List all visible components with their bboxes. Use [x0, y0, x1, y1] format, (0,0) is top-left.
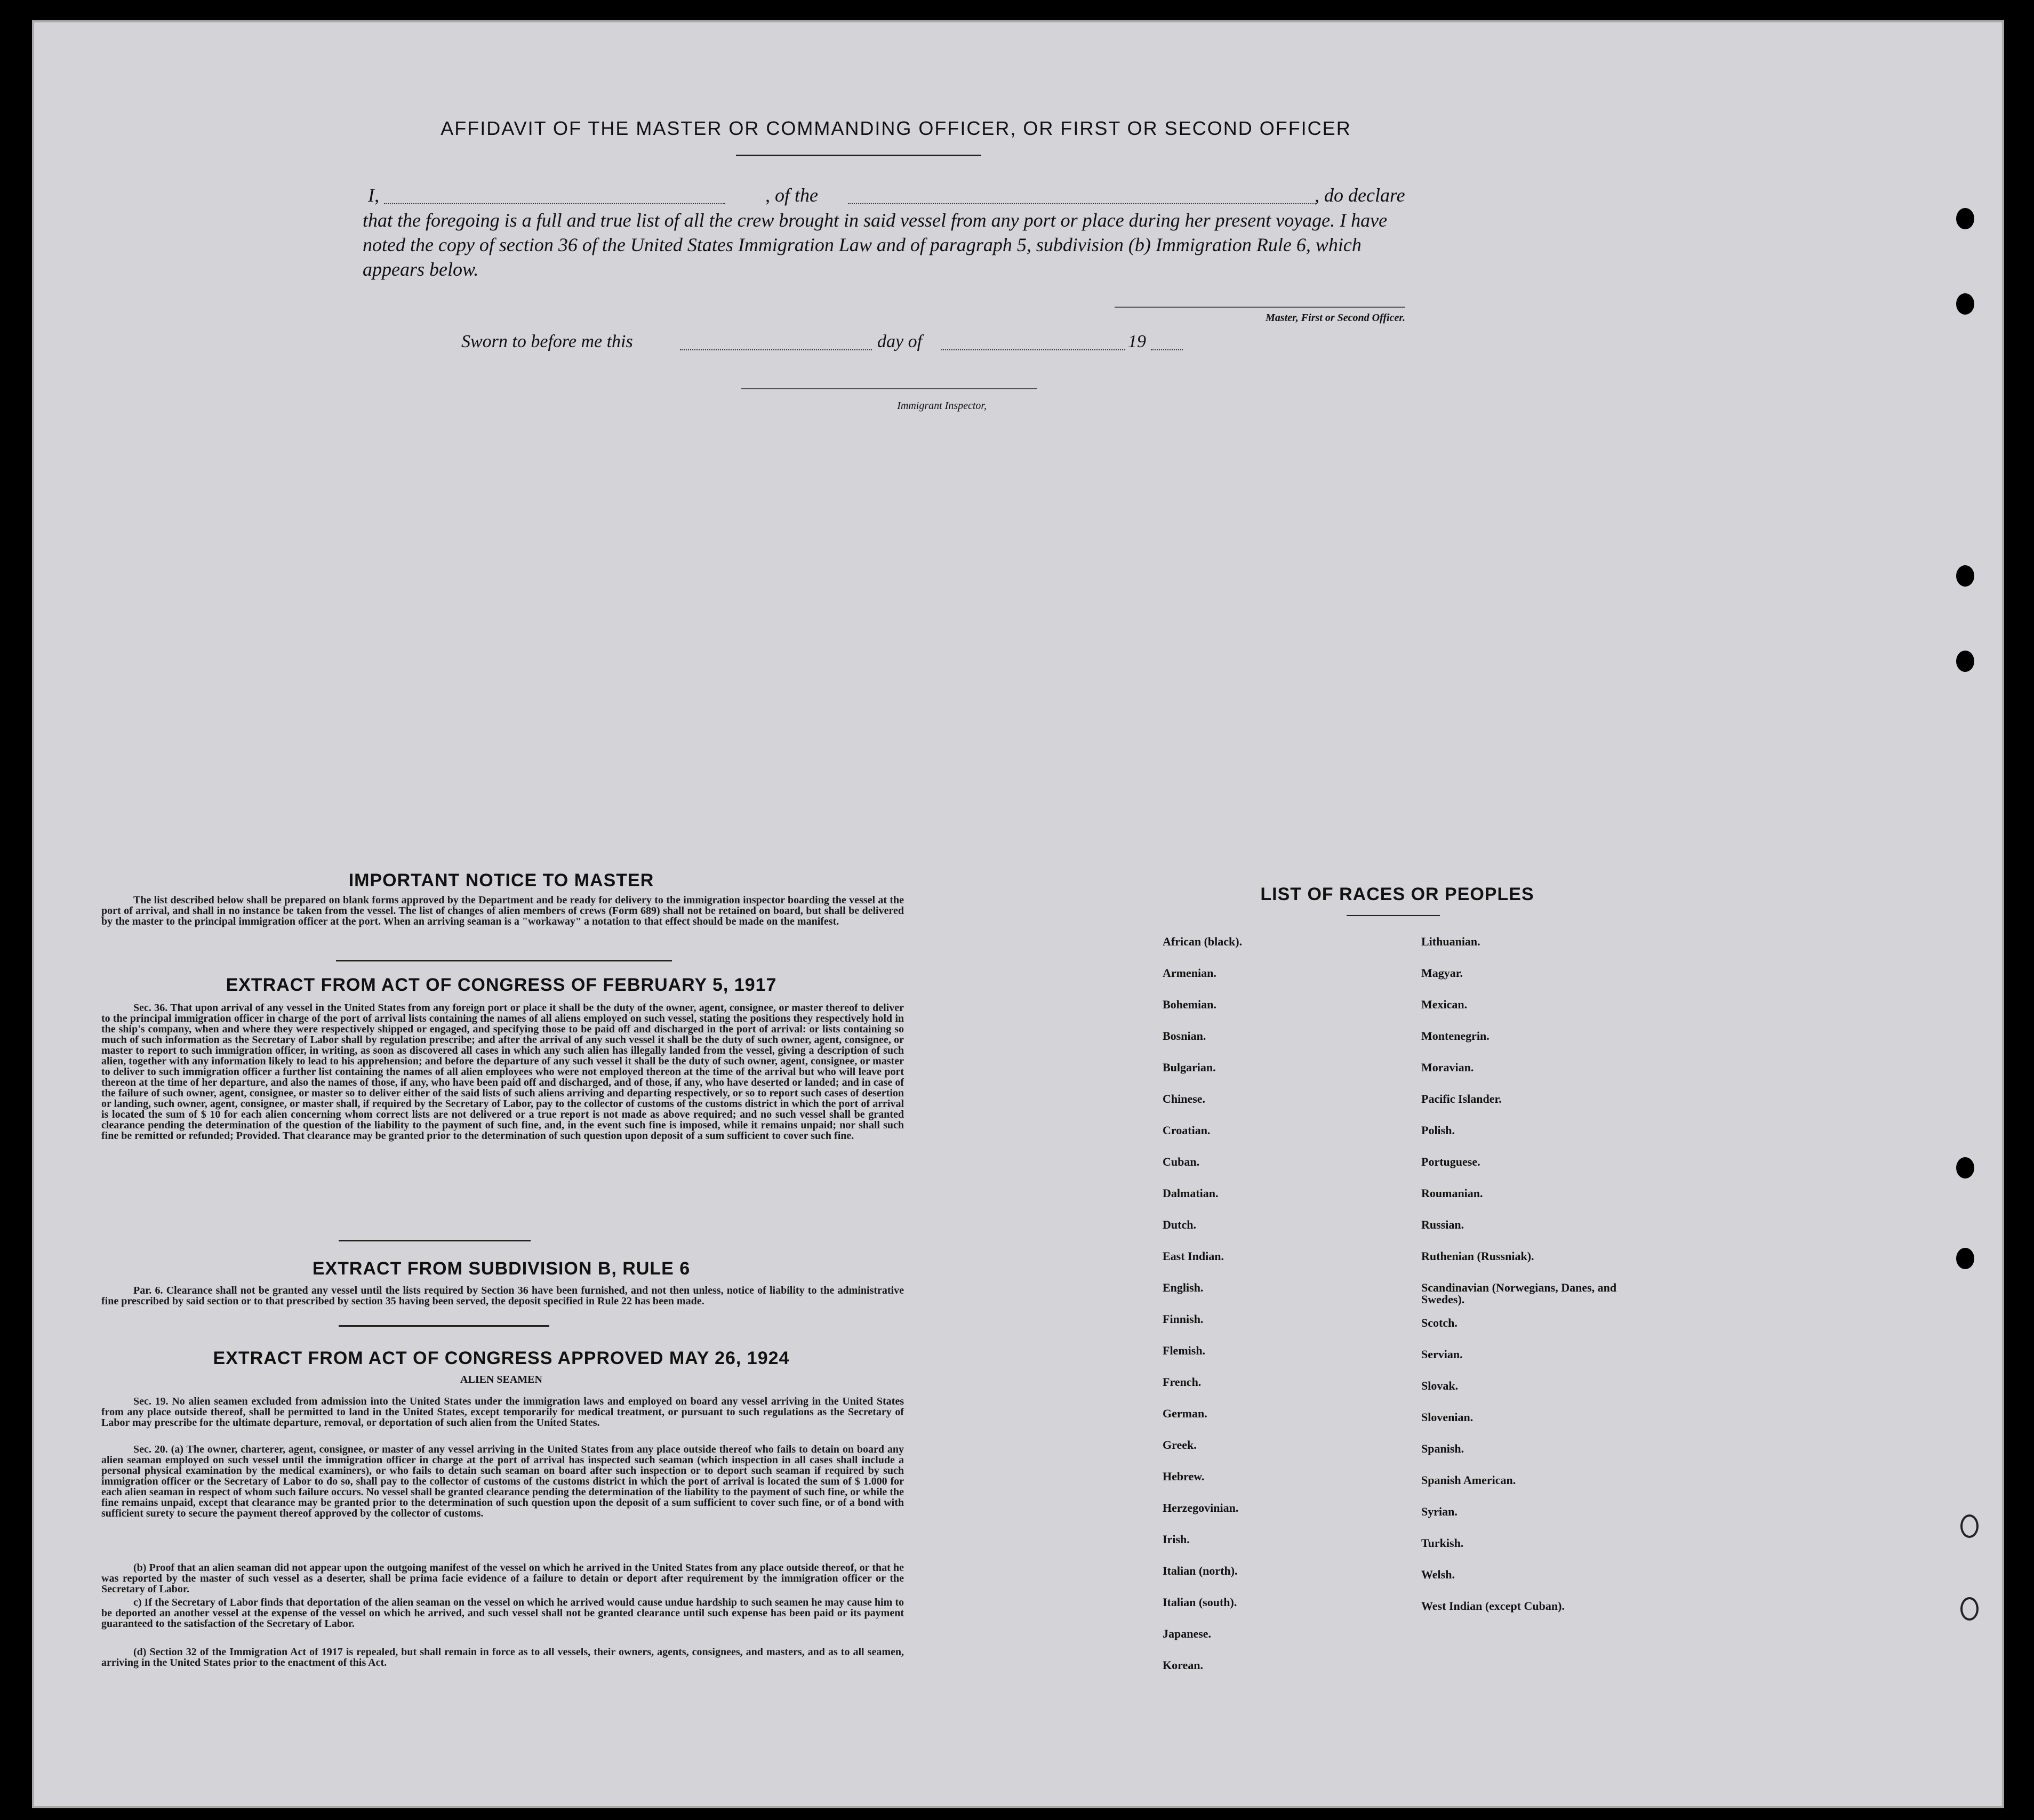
punch-hole	[1960, 1514, 1979, 1538]
race-item: English.	[1163, 1281, 1204, 1294]
race-item: Finnish.	[1163, 1312, 1204, 1326]
affidavit-title: AFFIDAVIT OF THE MASTER OR COMMANDING OFFICER, OR FIRST OR SECOND OFFICER	[441, 117, 1351, 139]
race-item: Cuban.	[1163, 1155, 1200, 1168]
act-1924-subtitle: ALIEN SEAMEN	[460, 1374, 542, 1385]
inspector-line[interactable]	[741, 388, 1037, 389]
act-1924-sec20c: c) If the Secretary of Labor finds that deportation of the alien seaman on the vessel on which he arrived would cause undue hardship to such seamen he may cause him to be deported an another vessel at the expense of the vessel on which he arrived, and such vessel shall not be granted clearance until such expense has been paid or its payment guaranteed to the satisfaction of the Secretary of Labor.	[101, 1597, 904, 1630]
year-label: 19	[1128, 332, 1146, 351]
race-item: Irish.	[1163, 1533, 1190, 1546]
races-rule	[1347, 915, 1440, 916]
punch-hole	[1960, 1597, 1979, 1621]
race-item: Hebrew.	[1163, 1470, 1205, 1483]
signature-line[interactable]	[1115, 307, 1405, 308]
day-of-label: day of	[877, 332, 923, 351]
race-item: Italian (north).	[1163, 1564, 1238, 1577]
race-item: Magyar.	[1421, 966, 1463, 980]
race-item: Italian (south).	[1163, 1595, 1237, 1609]
notice-title: IMPORTANT NOTICE TO MASTER	[348, 870, 654, 891]
race-item: West Indian (except Cuban).	[1421, 1599, 1565, 1613]
race-item: Pacific Islander.	[1421, 1092, 1502, 1105]
race-item: German.	[1163, 1407, 1207, 1420]
race-item: East Indian.	[1163, 1249, 1224, 1263]
race-item: Turkish.	[1421, 1536, 1464, 1550]
declaration-text: that the foregoing is a full and true list of all the crew brought in said vessel from any port or place during her present voyage. I have noted the copy of section 36 of the United States Immigration Law and of paragraph 5, subdivision (b) Immigration Rule 6, which appears below.	[363, 210, 1388, 280]
sworn-month-field[interactable]	[941, 349, 1125, 350]
race-item: Russian.	[1421, 1218, 1464, 1231]
race-item: Slovak.	[1421, 1379, 1459, 1392]
race-item: Japanese.	[1163, 1627, 1212, 1640]
punch-hole	[1956, 1248, 1974, 1269]
race-item: Polish.	[1421, 1124, 1455, 1137]
race-item: Bohemian.	[1163, 998, 1216, 1011]
race-item: Welsh.	[1421, 1568, 1455, 1581]
section-rule	[339, 1325, 549, 1327]
race-item: Roumanian.	[1421, 1186, 1483, 1200]
race-item: Dalmatian.	[1163, 1186, 1219, 1200]
race-item: Herzegovinian.	[1163, 1501, 1239, 1514]
punch-hole	[1956, 651, 1974, 672]
race-item: African (black).	[1163, 935, 1243, 948]
signature-label: Master, First or Second Officer.	[1266, 312, 1405, 324]
name-field[interactable]	[384, 203, 725, 204]
race-item: Scandinavian (Norwegians, Danes, and Swedes).	[1421, 1281, 1617, 1306]
race-item: Montenegrin.	[1421, 1029, 1490, 1043]
race-item: Dutch.	[1163, 1218, 1196, 1231]
race-item: Ruthenian (Russniak).	[1421, 1249, 1534, 1263]
race-item: Syrian.	[1421, 1505, 1458, 1518]
act-1917-text: Sec. 36. That upon arrival of any vessel in the United States from any foreign port or place it shall be the duty of the owner, agent, consignee, or master thereof to deliver to the principal immigration officer in charge of the port of arrival lists containing the names of all aliens employed on such vessel, stating the positions they respectively hold in the ship's company, when and where they were respectively shipped or engaged, and specifying those to be paid off and discharged in the port of arrival: or lists containing so much of such information as the Secretary of Labor shall by regulation prescribe; and after the arrival of any such vessel it shall be the duty of such owner, agent, consignee, or master to report to such immigration officer, in writing, as soon as discovered all cases in which any such alien has illegally landed from the vessel, giving a description of such alien, together with any information likely to lead to his apprehension; and before the departure of any such vessel it shall be the duty of such owner, agent, consignee, or master to deliver to such immigration officer a further list containing the names of all alien employees who were not employed thereon at the time of the arrival but who will leave port thereon at the time of her departure, and also the names of those, if any, who have been paid off and discharged, and of those, if any, who have deserted or landed; and in case of the failure of such owner, agent, consignee, or master so to deliver either of the said lists of such aliens arriving and departing respectively, or so to report such cases of desertion or landing, such owner, agent, consignee, or master shall, if required by the Secretary of Labor, pay to the collector of customs of the customs district in which the port of arrival is located the sum of $ 10 for each alien concerning whom correct lists are not delivered or a true report is not made as above required; and no such vessel shall be granted clearance pending the determination of the question of the liability to the payment of such fine, and, in the event such fine is imposed, while it remains unpaid; nor shall such fine be remitted or refunded; Provided. That clearance may be granted prior to the determination of such question upon deposit of a sum sufficient to cover such fine.	[101, 1002, 904, 1142]
race-item: Spanish.	[1421, 1442, 1464, 1455]
sworn-year-field[interactable]	[1151, 349, 1183, 350]
race-item: Mexican.	[1421, 998, 1468, 1011]
section-rule	[339, 1240, 531, 1241]
race-item: Armenian.	[1163, 966, 1216, 980]
punch-hole	[1956, 208, 1974, 229]
section-rule	[336, 960, 672, 961]
title-rule	[736, 155, 981, 156]
race-item: Chinese.	[1163, 1092, 1206, 1105]
race-item: Spanish American.	[1421, 1473, 1516, 1487]
inspector-label: Immigrant Inspector,	[897, 400, 987, 412]
race-item: Scotch.	[1421, 1316, 1458, 1329]
vessel-field[interactable]	[848, 203, 1317, 204]
rule-6-text: Par. 6. Clearance shall not be granted any vessel until the lists required by Section 36 have been furnished, and not then unless, notice of liability to the administrative fine prescribed by said section or to that prescribed by section 35 having been served, the deposit specified in Rule 22 has been made.	[101, 1285, 904, 1307]
race-item: Flemish.	[1163, 1344, 1206, 1357]
race-item: Slovenian.	[1421, 1410, 1474, 1424]
act-1924-title: EXTRACT FROM ACT OF CONGRESS APPROVED MAY 26, 1924	[213, 1348, 790, 1368]
act-1917-title: EXTRACT FROM ACT OF CONGRESS OF FEBRUARY 5, 1917	[226, 975, 777, 995]
race-item: French.	[1163, 1375, 1202, 1389]
race-item: Portuguese.	[1421, 1155, 1480, 1168]
i-label: I,	[368, 185, 379, 206]
punch-hole	[1956, 565, 1974, 587]
sworn-day-field[interactable]	[680, 349, 872, 350]
notice-text: The list described below shall be prepared on blank forms approved by the Department and be ready for delivery to the immigration inspector boarding the vessel at the port of arrival, and shall in no instance be taken from the vessel. The list of changes of alien members of crews (Form 689) shall not be retained on board, but shall be delivered by the master to the principal immigration officer at the port. When an arriving seaman is a "workaway" a notation to that effect should be made on the manifest.	[101, 894, 904, 927]
act-1924-sec19: Sec. 19. No alien seamen excluded from admission into the United States under the immigration laws and employed on board any vessel arriving in the United States from any place outside thereof, shall be permitted to land in the United States, except temporarily for medical treatment, or pursuant to such regulations as the Secretary of Labor may prescribe for the ultimate departure, removal, or deportation of such alien from the United States.	[101, 1396, 904, 1429]
race-item: Korean.	[1163, 1658, 1203, 1672]
act-1917-sec-label: Sec. 36.	[133, 1002, 168, 1014]
punch-hole	[1956, 293, 1974, 315]
do-declare-label: , do declare	[1315, 185, 1405, 206]
sworn-label: Sworn to before me this	[461, 332, 633, 351]
race-item: Croatian.	[1163, 1124, 1211, 1137]
race-item: Greek.	[1163, 1438, 1197, 1452]
race-item: Servian.	[1421, 1348, 1463, 1361]
race-item: Bulgarian.	[1163, 1061, 1216, 1074]
act-1924-sec20d: (d) Section 32 of the Immigration Act of 1917 is repealed, but shall remain in force as to all vessels, their owners, agents, consignees, and masters, and as to all seamen, arriving in the United States prior to the enactment of this Act.	[101, 1646, 904, 1669]
act-1924-sec20b: (b) Proof that an alien seaman did not appear upon the outgoing manifest of the vessel on which he arrived in the United States from any place outside thereof, or that he was reported by the master of such vessel as a deserter, shall be prima facie evidence of a failure to detain or deport after requirement by the immigration officer or the Secretary of Labor.	[101, 1562, 904, 1595]
act-1924-sec20a: Sec. 20. (a) The owner, charterer, agent, consignee, or master of any vessel arriving in the United States from any place outside thereof who fails to detain on board any alien seaman employed on such vessel until the immigration officer in charge at the port of arrival has inspected such seaman (which inspection in all cases shall include a personal physical examination by the medical examiners), or who fails to detain such seaman on board after such inspection or to deport such seaman if required by such immigration officer or the Secretary of Labor to do so, shall pay to the collector of customs of the customs district in which the port of arrival is located the sum of $ 1.000 for each alien seaman in respect of whom such failure occurs. No vessel shall be granted clearance pending the determination of the liability to the payment of such fine, or while the fine remains unpaid, except that clearance may be granted prior to the determination of such question upon the deposit of a sum sufficient to cover such fine, or of a bond with sufficient surety to secure the payment thereof approved by the collector of customs.	[101, 1444, 904, 1519]
punch-hole	[1956, 1157, 1974, 1178]
declarant-line	[368, 184, 1408, 210]
races-column-1	[1163, 936, 1403, 1691]
races-title: LIST OF RACES OR PEOPLES	[1260, 884, 1534, 904]
race-item: Bosnian.	[1163, 1029, 1206, 1043]
of-the-label: , of the	[765, 185, 818, 206]
race-item: Lithuanian.	[1421, 935, 1480, 948]
race-item: Moravian.	[1421, 1061, 1474, 1074]
rule-6-title: EXTRACT FROM SUBDIVISION B, RULE 6	[312, 1258, 691, 1279]
races-column-2	[1421, 936, 1624, 1632]
